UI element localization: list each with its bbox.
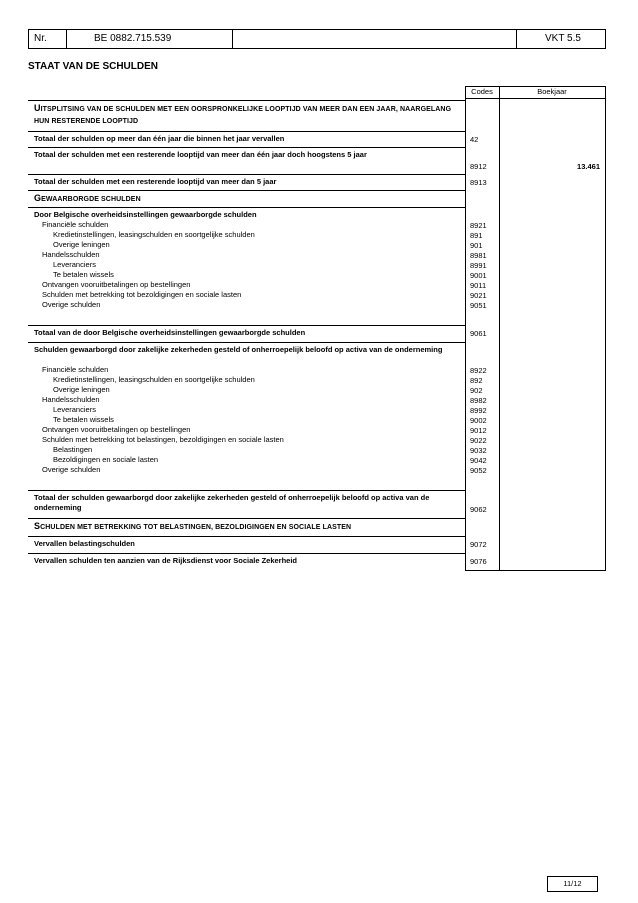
row-code: 42	[470, 135, 479, 144]
header-bar	[28, 29, 606, 49]
row-label: Schulden met betrekking tot belastingen, bezoldigingen en sociale lasten	[42, 435, 284, 444]
row-code: 9051	[470, 301, 487, 310]
boekjaar-right-border	[605, 86, 606, 570]
row-label: Handelsschulden	[42, 395, 100, 404]
row-separator	[28, 342, 465, 343]
table-bottom-border	[465, 570, 606, 571]
row-label: Overige schulden	[42, 465, 101, 474]
row-code: 9002	[470, 416, 487, 425]
row-code: 902	[470, 386, 483, 395]
row-code: 8981	[470, 251, 487, 260]
row-separator	[28, 518, 465, 519]
row-label: Ontvangen vooruitbetalingen op bestellingen	[42, 280, 191, 289]
row-label: Totaal van de door Belgische overheidsinstellingen gewaarborgde schulden	[34, 328, 306, 337]
row-label: Totaal der schulden gewaarborgd door zakelijke zekerheden gesteld of onherroepelijk beloofd op activa van de onderneming	[34, 493, 430, 512]
nr-label: Nr.	[29, 30, 67, 48]
row-code: 9021	[470, 291, 487, 300]
company-number: BE 0882.715.539	[67, 30, 233, 48]
row-label: Schulden met betrekking tot bezoldigingen en sociale lasten	[42, 290, 242, 299]
section-initial: S	[34, 521, 41, 531]
row-code: 9001	[470, 271, 487, 280]
row-label: Totaal der schulden met een resterende looptijd van meer dan 5 jaar	[34, 177, 277, 186]
row-value: 13.461	[577, 162, 600, 171]
row-label: Vervallen belastingschulden	[34, 539, 135, 548]
row-code: 8991	[470, 261, 487, 270]
row-separator	[28, 536, 465, 537]
row-label: Overige leningen	[53, 385, 110, 394]
row-code: 9011	[470, 281, 487, 290]
boekjaar-column-header: Boekjaar	[537, 87, 567, 96]
row-separator	[28, 100, 465, 101]
row-separator	[28, 174, 465, 175]
codes-column-header: Codes	[471, 87, 493, 96]
row-code: 8913	[470, 178, 487, 187]
debts-table	[28, 86, 606, 570]
row-label: Vervallen schulden ten aanzien van de Rijksdienst voor Sociale Zekerheid	[34, 556, 298, 565]
row-label: Te betalen wissels	[53, 415, 114, 424]
section-title: EWAARBORGDE SCHULDEN	[41, 196, 141, 203]
row-separator	[28, 147, 465, 148]
row-separator	[28, 207, 465, 208]
row-code: 9022	[470, 436, 487, 445]
row-label: Te betalen wissels	[53, 270, 114, 279]
row-separator	[28, 190, 465, 191]
page-number: 11/12	[547, 876, 598, 892]
row-code: 8912	[470, 162, 487, 171]
row-code: 8992	[470, 406, 487, 415]
row-label: Overige leningen	[53, 240, 110, 249]
codes-left-border	[465, 86, 466, 570]
row-label: Totaal der schulden met een resterende looptijd van meer dan één jaar doch hoogstens 5 jaar	[34, 150, 367, 159]
section-title: CHULDEN MET BETREKKING TOT BELASTINGEN, BEZOLDIGINGEN EN SOCIALE LASTEN	[40, 524, 352, 531]
row-label: Kredietinstellingen, leasingschulden en soortgelijke schulden	[53, 375, 255, 384]
row-label: Kredietinstellingen, leasingschulden en soortgelijke schulden	[53, 230, 255, 239]
row-separator	[28, 325, 465, 326]
row-code: 8921	[470, 221, 487, 230]
row-code: 9062	[470, 505, 487, 514]
row-separator	[28, 490, 465, 491]
codes-right-border	[499, 86, 500, 570]
row-separator	[28, 131, 465, 132]
row-code: 9042	[470, 456, 487, 465]
row-code: 901	[470, 241, 483, 250]
row-label: Bezoldigingen en sociale lasten	[53, 455, 159, 464]
row-label: Leveranciers	[53, 260, 96, 269]
row-code: 9012	[470, 426, 487, 435]
row-label: Financiële schulden	[42, 365, 109, 374]
row-label: Handelsschulden	[42, 250, 100, 259]
page-title: STAAT VAN DE SCHULDEN	[28, 61, 158, 72]
row-label: Belastingen	[53, 445, 93, 454]
row-code: 8922	[470, 366, 487, 375]
row-label: Financiële schulden	[42, 220, 109, 229]
row-code: 8982	[470, 396, 487, 405]
section-initial: G	[34, 193, 42, 203]
row-code: 9072	[470, 540, 487, 549]
row-code: 9052	[470, 466, 487, 475]
section-title: ITSPLITSING VAN DE SCHULDEN MET EEN OORSPRONKELIJKE LOOPTIJD VAN MEER DAN EEN JAAR, NAARGELANG HUN RESTERENDE LOOPTIJD	[34, 106, 452, 125]
row-code: 892	[470, 376, 483, 385]
row-code: 9032	[470, 446, 487, 455]
group-title: Schulden gewaarborgd door zakelijke zekerheden gesteld of onherroepelijk beloofd op activa van de onderneming	[34, 345, 443, 354]
column-header-border	[465, 98, 606, 99]
row-label: Leveranciers	[53, 405, 96, 414]
section-initial: U	[34, 103, 41, 113]
row-label: Ontvangen vooruitbetalingen op bestellingen	[42, 425, 191, 434]
group-title: Door Belgische overheidsinstellingen gewaarborgde schulden	[34, 210, 257, 219]
row-code: 9076	[470, 557, 487, 566]
row-label: Overige schulden	[42, 300, 101, 309]
row-label: Totaal der schulden op meer dan één jaar die binnen het jaar vervallen	[34, 134, 285, 143]
section-code: VKT 5.5	[516, 30, 605, 48]
row-separator	[28, 553, 465, 554]
row-code: 891	[470, 231, 483, 240]
row-code: 9061	[470, 329, 487, 338]
